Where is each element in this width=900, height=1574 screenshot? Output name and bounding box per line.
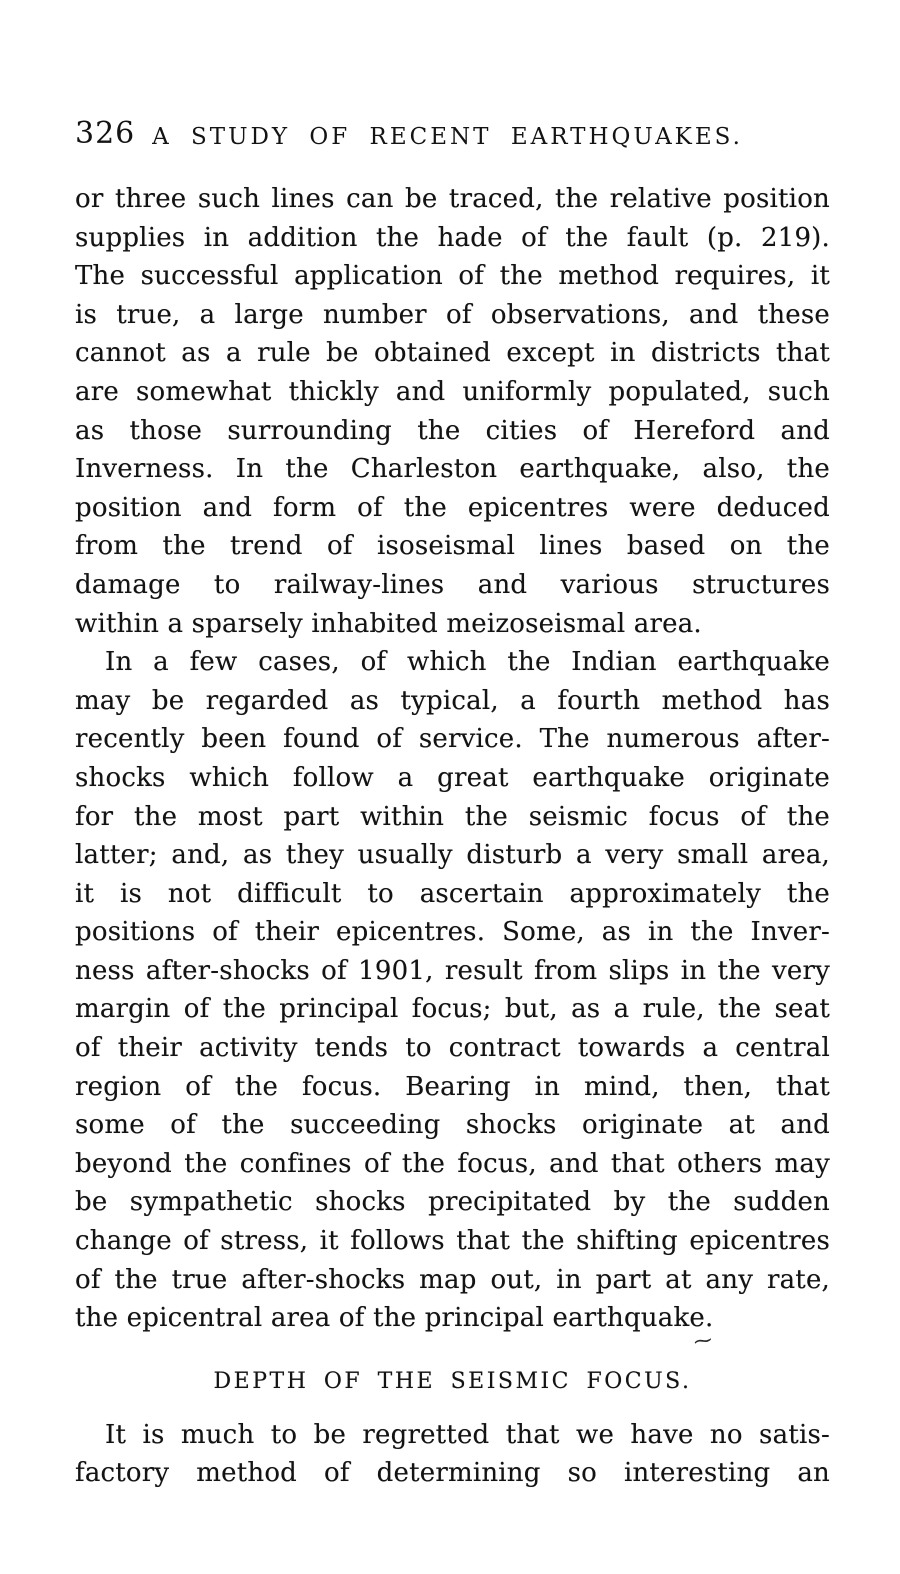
paragraph <box>75 180 830 643</box>
text-line: may be regarded as typical, a fourth method has <box>75 685 830 716</box>
text-line: as those surrounding the cities of Hereford and <box>75 415 830 446</box>
text-line: factory method of determining so interesting an <box>75 1458 830 1489</box>
text-line: change of stress, it follows that the shifting epicentres <box>75 1226 830 1257</box>
text-line: Inverness. In the Charleston earthquake, also, the <box>75 454 830 485</box>
text-line: damage to railway-lines and various structures <box>75 569 830 600</box>
text-line: shocks which follow a great earthquake originate <box>75 762 830 793</box>
text-line: the epicentral area of the principal earthquake. <box>75 1303 714 1334</box>
text-line: of their activity tends to contract towards a central <box>75 1033 830 1064</box>
section-heading: DEPTH OF THE SEISMIC FOCUS. <box>213 1368 692 1394</box>
text-line: supplies in addition the hade of the fault (p. 219). <box>75 222 830 253</box>
text-line: latter; and, as they usually disturb a very small area, <box>75 840 830 871</box>
running-title: A STUDY OF RECENT EARTHQUAKES. <box>152 124 743 150</box>
text-line: position and form of the epicentres were deduced <box>75 492 830 523</box>
text-line: of the true after-shocks map out, in part at any rate, <box>75 1264 830 1295</box>
text-line: from the trend of isoseismal lines based on the <box>75 531 830 562</box>
text-line: are somewhat thickly and uniformly populated, such <box>75 376 830 407</box>
text-line: is true, a large number of observations, and these <box>75 299 830 330</box>
text-line: margin of the principal focus; but, as a rule, the seat <box>75 994 830 1025</box>
text-line: be sympathetic shocks precipitated by the sudden <box>75 1187 830 1218</box>
text-line: within a sparsely inhabited meizoseismal area. <box>75 608 702 639</box>
text-line: The successful application of the method requires, it <box>75 261 830 292</box>
text-line: ness after-shocks of 1901, result from slips in the very <box>75 955 830 986</box>
text-line: it is not difficult to ascertain approximately the <box>75 878 830 909</box>
text-line: region of the focus. Bearing in mind, then, that <box>75 1071 830 1102</box>
page-number: 326 <box>75 116 136 151</box>
text-line: recently been found of service. The numerous after- <box>75 724 830 755</box>
text-line: some of the succeeding shocks originate at and <box>75 1110 830 1141</box>
text-line: positions of their epicentres. Some, as in the Inver- <box>75 917 830 948</box>
text-column <box>75 180 830 1493</box>
scan-speck-mark: ~ <box>690 1327 716 1355</box>
text-line: for the most part within the seismic focus of the <box>75 801 830 832</box>
text-line: beyond the confines of the focus, and that others may <box>75 1148 830 1179</box>
text-line: It is much to be regretted that we have no satis- <box>105 1419 830 1450</box>
paragraph <box>75 643 830 1338</box>
running-header <box>75 116 830 158</box>
text-line: In a few cases, of which the Indian earthquake <box>105 647 830 678</box>
paragraph <box>75 1416 830 1493</box>
text-line: or three such lines can be traced, the relative position <box>75 184 830 214</box>
text-line: cannot as a rule be obtained except in districts that <box>75 338 830 369</box>
